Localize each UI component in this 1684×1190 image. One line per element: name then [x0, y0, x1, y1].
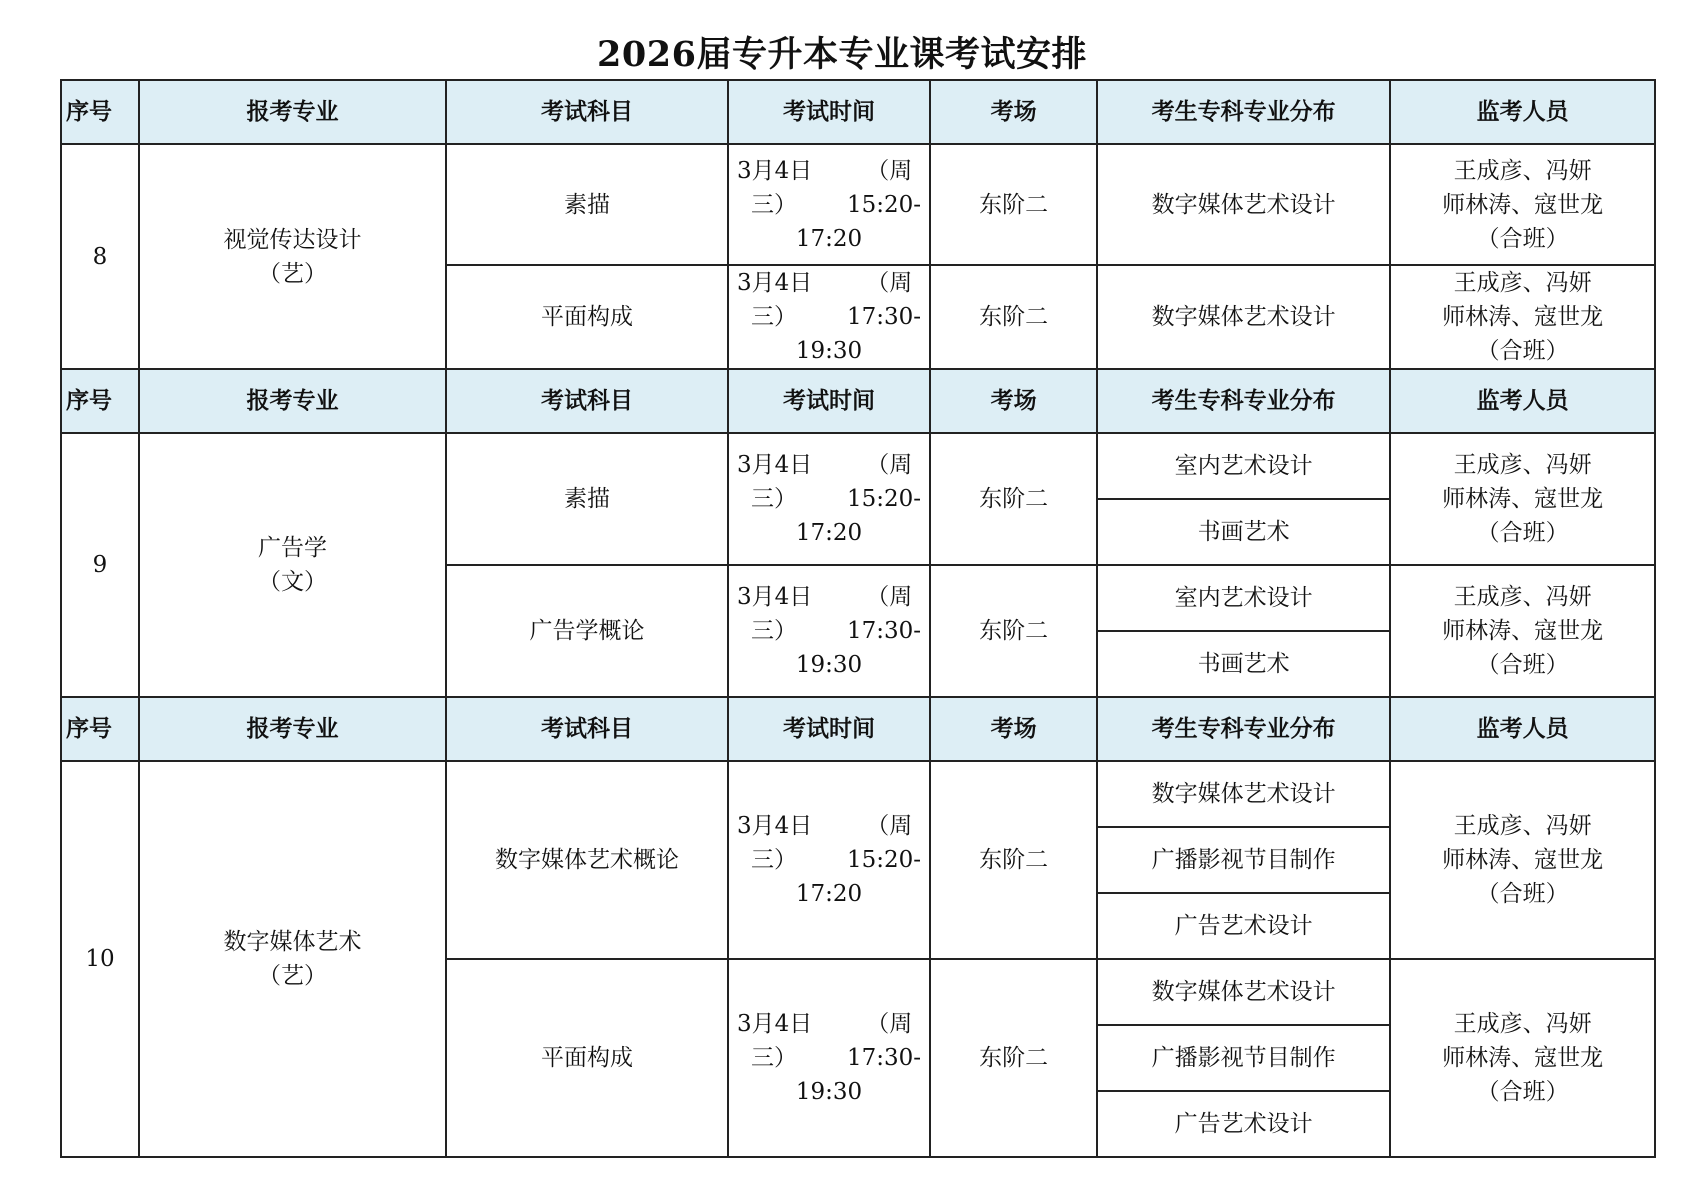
major-note: （艺）: [258, 963, 327, 989]
proctor-cell: 王成彦、冯妍 师林涛、寇世龙 （合班）: [1390, 144, 1655, 265]
student-major-cell: 书画艺术: [1097, 499, 1390, 565]
proctor-cell: 王成彦、冯妍 师林涛、寇世龙 （合班）: [1390, 433, 1655, 565]
header-time: 考试时间: [728, 697, 930, 761]
header-time: 考试时间: [728, 80, 930, 144]
proctor-cell: 王成彦、冯妍 师林涛、寇世龙 （合班）: [1390, 265, 1655, 369]
header-major: 报考专业: [139, 369, 446, 433]
major-cell: [139, 433, 446, 697]
time-cell: 3月4日 （周 三） 17:30- 19:30: [728, 565, 930, 697]
page-title: 2026届专升本专业课考试安排: [597, 34, 1087, 75]
header-index: 序号: [61, 697, 139, 761]
student-major-cell: 广告艺术设计: [1097, 893, 1390, 959]
subject-cell: 平面构成: [446, 265, 728, 369]
room-cell: 东阶二: [930, 959, 1097, 1157]
header-index: 序号: [61, 80, 139, 144]
header-room: 考场: [930, 697, 1097, 761]
subject-cell: 数字媒体艺术概论: [446, 761, 728, 959]
major-note: （文）: [258, 569, 327, 595]
time-cell: 3月4日 （周 三） 15:20- 17:20: [728, 144, 930, 265]
header-major: 报考专业: [139, 697, 446, 761]
major-cell: [139, 144, 446, 369]
header-index: 序号: [61, 369, 139, 433]
time-cell: 3月4日 （周 三） 15:20- 17:20: [728, 761, 930, 959]
header-major: 报考专业: [139, 80, 446, 144]
major-name: 广告学: [258, 535, 327, 561]
header-student-majors: 考生专科专业分布: [1097, 369, 1390, 433]
table-row: [61, 144, 1655, 265]
time-cell: 3月4日 （周 三） 17:30- 19:30: [728, 959, 930, 1157]
student-major-cell: 广告艺术设计: [1097, 1091, 1390, 1157]
header-student-majors: 考生专科专业分布: [1097, 697, 1390, 761]
table-header-row: [61, 369, 1655, 433]
student-major-cell: 广播影视节目制作: [1097, 827, 1390, 893]
header-proctors: 监考人员: [1390, 80, 1655, 144]
header-subject: 考试科目: [446, 369, 728, 433]
header-room: 考场: [930, 369, 1097, 433]
row-index: 10: [61, 761, 139, 1157]
student-major-cell: 数字媒体艺术设计: [1097, 761, 1390, 827]
proctor-cell: 王成彦、冯妍 师林涛、寇世龙 （合班）: [1390, 959, 1655, 1157]
header-room: 考场: [930, 80, 1097, 144]
student-major-cell: 数字媒体艺术设计: [1097, 959, 1390, 1025]
header-time: 考试时间: [728, 369, 930, 433]
table-row: [61, 433, 1655, 499]
header-subject: 考试科目: [446, 697, 728, 761]
header-subject: 考试科目: [446, 80, 728, 144]
major-name: 数字媒体艺术: [223, 929, 362, 955]
room-cell: 东阶二: [930, 761, 1097, 959]
student-major-cell: 数字媒体艺术设计: [1097, 265, 1390, 369]
header-proctors: 监考人员: [1390, 369, 1655, 433]
student-major-cell: 数字媒体艺术设计: [1097, 144, 1390, 265]
header-student-majors: 考生专科专业分布: [1097, 80, 1390, 144]
major-cell: [139, 761, 446, 1157]
table-header-row: [61, 80, 1655, 144]
time-cell: 3月4日 （周 三） 17:30- 19:30: [728, 265, 930, 369]
time-cell: 3月4日 （周 三） 15:20- 17:20: [728, 433, 930, 565]
major-note: （艺）: [258, 260, 327, 287]
exam-schedule-table: [60, 79, 1656, 1158]
row-index: 8: [61, 144, 139, 369]
subject-cell: 素描: [446, 144, 728, 265]
room-cell: 东阶二: [930, 265, 1097, 369]
student-major-cell: 室内艺术设计: [1097, 433, 1390, 499]
room-cell: 东阶二: [930, 144, 1097, 265]
major-name: 视觉传达设计: [223, 226, 362, 253]
student-major-cell: 书画艺术: [1097, 631, 1390, 697]
table-row: [61, 761, 1655, 827]
room-cell: 东阶二: [930, 433, 1097, 565]
subject-cell: 素描: [446, 433, 728, 565]
subject-cell: 平面构成: [446, 959, 728, 1157]
student-major-cell: 广播影视节目制作: [1097, 1025, 1390, 1091]
proctor-cell: 王成彦、冯妍 师林涛、寇世龙 （合班）: [1390, 565, 1655, 697]
table-header-row: [61, 697, 1655, 761]
row-index: 9: [61, 433, 139, 697]
header-proctors: 监考人员: [1390, 697, 1655, 761]
subject-cell: 广告学概论: [446, 565, 728, 697]
proctor-cell: 王成彦、冯妍 师林涛、寇世龙 （合班）: [1390, 761, 1655, 959]
room-cell: 东阶二: [930, 565, 1097, 697]
student-major-cell: 室内艺术设计: [1097, 565, 1390, 631]
